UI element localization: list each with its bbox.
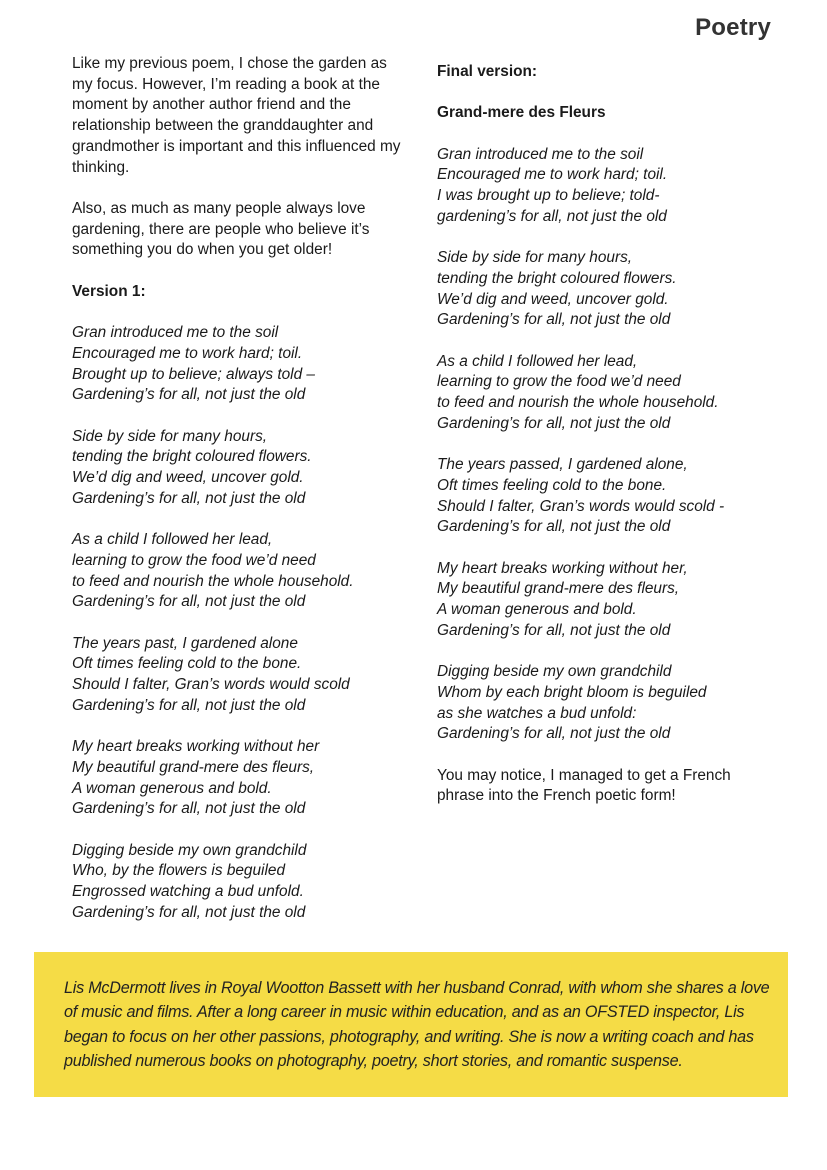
poem-line: Gardening’s for all, not just the old: [437, 518, 671, 536]
intro-paragraph: Like my previous poem, I chose the garden as my focus. However, I’m reading a book at the moment by another author friend and the relationship between the granddaughter and grandmother is important and this influenced my thinking.: [72, 55, 401, 176]
poem-stanza: [72, 530, 402, 613]
poem-line: As a child I followed her lead,: [437, 352, 638, 370]
poem-line: Whom by each bright bloom is beguiled: [437, 683, 707, 701]
poem-stanza: [437, 559, 757, 642]
poem-line: My heart breaks working without her,: [437, 559, 688, 577]
right-column: [437, 62, 757, 828]
poem-line: Gardening’s for all, not just the old: [437, 414, 671, 432]
poem-line: Gardening’s for all, not just the old: [72, 489, 306, 507]
poem-line: I was brought up to believe; told-: [437, 187, 660, 205]
poem-line: Gardening’s for all, not just the old: [437, 621, 671, 639]
poem-line: Gardening’s for all, not just the old: [72, 386, 306, 404]
poem-line: Oft times feeling cold to the bone.: [437, 476, 667, 494]
poem-stanza: [72, 323, 402, 406]
author-bio-box: [34, 952, 788, 1097]
poem-line: Gardening’s for all, not just the old: [72, 903, 306, 921]
poem-line: A woman generous and bold.: [72, 779, 272, 797]
version-heading: Version 1:: [72, 282, 146, 300]
section-title: Poetry: [695, 14, 771, 41]
poem-line: Should I falter, Gran’s words would scold -: [437, 497, 725, 515]
poem-line: Who, by the flowers is beguiled: [72, 862, 286, 880]
poem-line: to feed and nourish the whole household.: [437, 394, 719, 412]
poem-line: learning to grow the food we’d need: [437, 373, 681, 391]
poem-line: to feed and nourish the whole household.: [72, 572, 354, 590]
poem-line: Gran introduced me to the soil: [72, 324, 279, 342]
closing-note: You may notice, I managed to get a French phrase into the French poetic form!: [437, 766, 731, 805]
poem-line: My beautiful grand-mere des fleurs,: [437, 580, 680, 598]
poem-line: Gardening’s for all, not just the old: [437, 311, 671, 329]
poem-stanza: [437, 248, 757, 331]
poem-line: Engrossed watching a bud unfold.: [72, 883, 304, 900]
final-version-poem: [437, 145, 757, 745]
poem-line: Brought up to believe; always told –: [72, 365, 315, 383]
poem-line: My beautiful grand-mere des fleurs,: [72, 758, 315, 776]
left-column: [72, 54, 402, 944]
poem-line: We’d dig and weed, uncover gold.: [72, 469, 304, 486]
poem-line: Encouraged me to work hard; toil.: [437, 166, 668, 184]
author-bio-text: Lis McDermott lives in Royal Wootton Bassett with her husband Conrad, with whom she shares a love of music and films. After a long career in music within education, and as an OFSTED inspector, Lis began to focus on her other passions, photography, and writing. She is now a writing coach and has published numerous books on photography, poetry, short stories, and romantic suspense.: [64, 979, 770, 1070]
poem-line: The years passed, I gardened alone,: [437, 456, 688, 474]
poem-stanza: [437, 352, 757, 435]
poem-line: Digging beside my own grandchild: [437, 663, 672, 681]
poem-line: Gardening’s for all, not just the old: [437, 725, 671, 743]
poem-line: Digging beside my own grandchild: [72, 841, 307, 859]
poem-title: Grand-mere des Fleurs: [437, 104, 606, 122]
poem-line: Oft times feeling cold to the bone.: [72, 655, 302, 673]
poem-stanza: [72, 427, 402, 510]
poem-line: learning to grow the food we’d need: [72, 551, 316, 569]
poem-line: A woman generous and bold.: [437, 601, 637, 619]
poem-line: Encouraged me to work hard; toil.: [72, 344, 303, 362]
poem-line: As a child I followed her lead,: [72, 531, 273, 549]
poem-line: Gardening’s for all, not just the old: [72, 800, 306, 818]
poem-line: Side by side for many hours,: [72, 427, 268, 445]
poem-line: Side by side for many hours,: [437, 249, 633, 267]
poem-line: gardening’s for all, not just the old: [437, 207, 667, 225]
poem-line: tending the bright coloured flowers.: [437, 269, 677, 287]
poem-line: Gardening’s for all, not just the old: [72, 696, 306, 714]
poem-stanza: [437, 455, 757, 538]
poem-stanza: [72, 841, 402, 924]
poem-line: My heart breaks working without her: [72, 738, 320, 756]
version-1-poem: [72, 323, 402, 923]
poem-stanza: [72, 634, 402, 717]
poem-line: Should I falter, Gran’s words would scold: [72, 676, 350, 693]
poem-line: Gardening’s for all, not just the old: [72, 593, 306, 611]
poem-line: Gran introduced me to the soil: [437, 145, 644, 163]
intro-paragraph: Also, as much as many people always love gardening, there are people who believe it’s something you do when you get older!: [72, 199, 370, 259]
poem-stanza: [72, 737, 402, 820]
poem-line: tending the bright coloured flowers.: [72, 448, 312, 466]
poem-stanza: [437, 662, 757, 745]
poem-line: as she watches a bud unfold:: [437, 704, 637, 722]
poem-line: The years past, I gardened alone: [72, 634, 298, 652]
poem-line: We’d dig and weed, uncover gold.: [437, 290, 669, 308]
final-version-heading: Final version:: [437, 63, 538, 80]
poem-stanza: [437, 145, 757, 228]
